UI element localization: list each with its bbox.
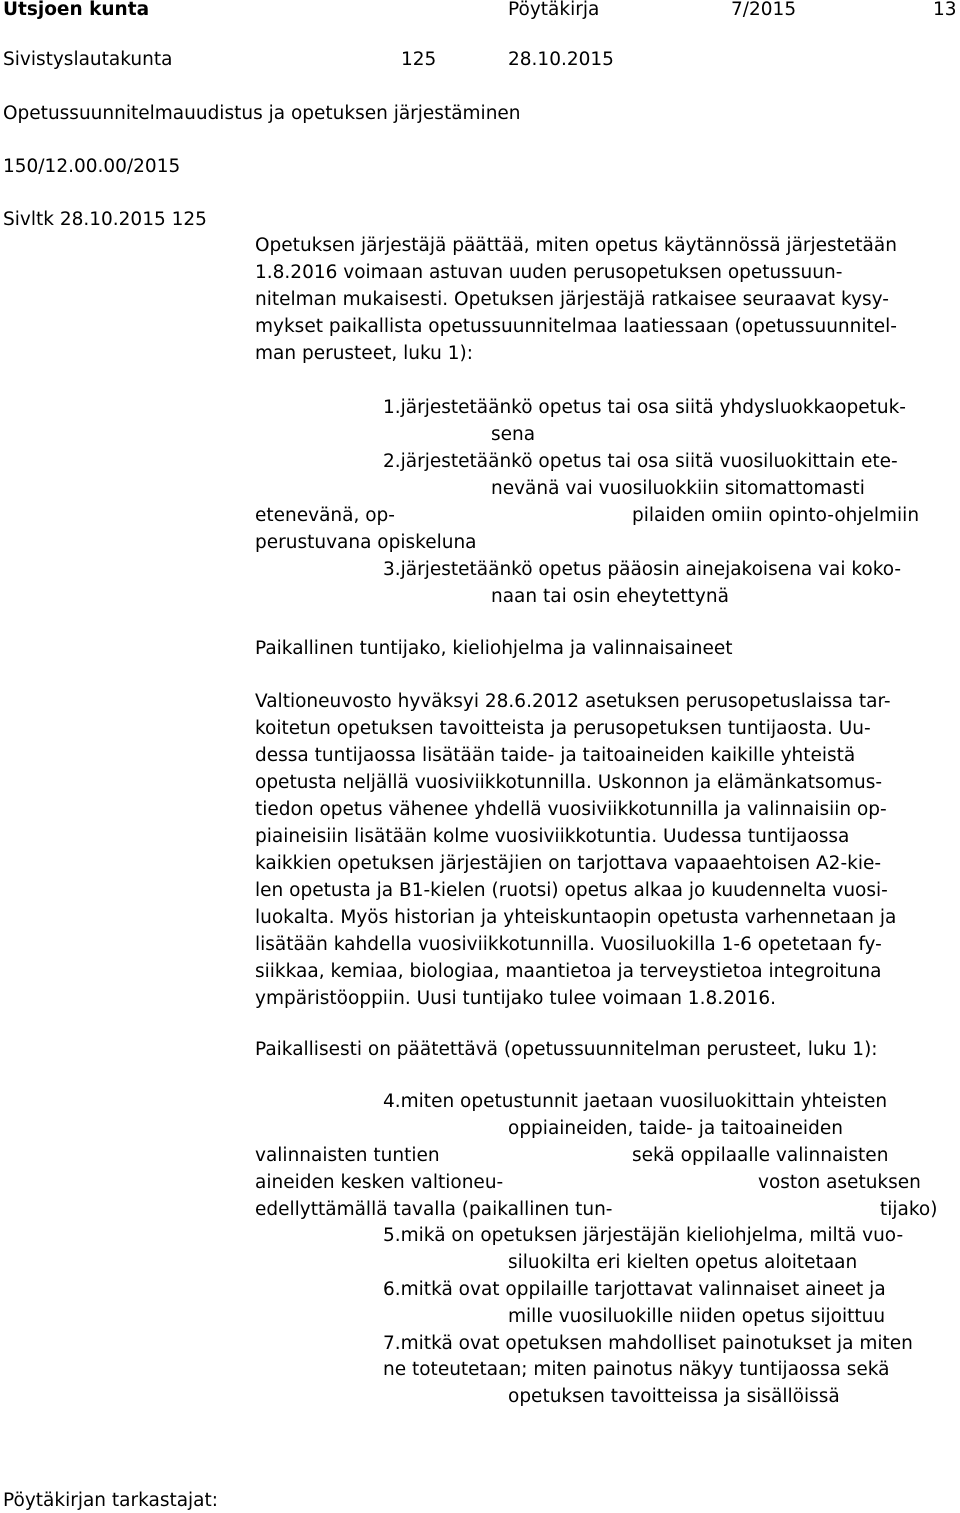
prior-handling: Sivltk 28.10.2015 125 xyxy=(3,209,207,230)
paragraph-line: lisätään kahdella vuosiviikkotunnilla. Vuosiluokilla 1-6 opetetaan fy- xyxy=(255,934,882,955)
paragraph-line: tiedon opetus vähenee yhdellä vuosiviikkotunnilla ja valinnaisiin op- xyxy=(255,799,887,820)
list-item: 3.järjestetäänkö opetus pääosin ainejakoisena vai koko- xyxy=(383,559,902,580)
municipality-name: Utsjoen kunta xyxy=(3,0,150,20)
paragraph-line: 1.8.2016 voimaan astuvan uuden perusopetuksen opetussuun- xyxy=(255,262,843,283)
list-item: perustuvana opiskeluna xyxy=(255,532,477,553)
paragraph-line: kaikkien opetuksen järjestäjien on tarjottava vapaaehtoisen A2-kie- xyxy=(255,853,882,874)
list-item: pilaiden omiin opinto-ohjelmiin xyxy=(632,505,920,526)
list-item: valinnaisten tuntien xyxy=(255,1145,440,1166)
matter-title: Opetussuunnitelmauudistus ja opetuksen järjestäminen xyxy=(3,103,521,124)
list-item: siluokilta eri kielten opetus aloitetaan xyxy=(508,1252,858,1273)
committee-name: Sivistyslautakunta xyxy=(3,49,173,70)
list-item: edellyttämällä tavalla (paikallinen tun- xyxy=(255,1199,613,1220)
record-number: 150/12.00.00/2015 xyxy=(3,156,181,177)
list-item: tijako) xyxy=(880,1199,938,1220)
paragraph-line: opetusta neljällä vuosiviikkotunnilla. Uskonnon ja elämänkatsomus- xyxy=(255,772,883,793)
list-item: mille vuosiluokille niiden opetus sijoittuu xyxy=(508,1306,886,1327)
list-item: 6.mitkä ovat oppilaille tarjottavat valinnaiset aineet ja xyxy=(383,1279,886,1300)
list-item: 4.miten opetustunnit jaetaan vuosiluokittain yhteisten xyxy=(383,1091,888,1112)
list-item: 2.järjestetäänkö opetus tai osa siitä vuosiluokittain ete- xyxy=(383,451,898,472)
paragraph-line: len opetusta ja B1-kielen (ruotsi) opetus alkaa jo kuudennelta vuosi- xyxy=(255,880,888,901)
list-item: 1.järjestetäänkö opetus tai osa siitä yhdysluokkaopetuk- xyxy=(383,397,906,418)
list-item: nevänä vai vuosiluokkiin sitomattomasti xyxy=(491,478,865,499)
paragraph-line: dessa tuntijaossa lisätään taide- ja taitoaineiden kaikille yhteistä xyxy=(255,745,856,766)
paragraph-line: nitelman mukaisesti. Opetuksen järjestäjä ratkaisee seuraavat kysy- xyxy=(255,289,889,310)
list-item: opetuksen tavoitteissa ja sisällöissä xyxy=(508,1386,840,1407)
paragraph-line: luokalta. Myös historian ja yhteiskuntaopin opetusta varhennetaan ja xyxy=(255,907,897,928)
paragraph-line: Opetuksen järjestäjä päättää, miten opetus käytännössä järjestetään xyxy=(255,235,897,256)
list-item: 7.mitkä ovat opetuksen mahdolliset painotukset ja miten xyxy=(383,1333,913,1354)
paragraph-line: Valtioneuvosto hyväksyi 28.6.2012 asetuksen perusopetuslaissa tar- xyxy=(255,691,891,712)
list-item: 5.mikä on opetuksen järjestäjän kieliohjelma, miltä vuo- xyxy=(383,1225,904,1246)
meeting-date: 28.10.2015 xyxy=(508,49,614,70)
section-number: 125 xyxy=(401,49,437,70)
list-item: oppiaineiden, taide- ja taitoaineiden xyxy=(508,1118,843,1139)
section-subheading: Paikallinen tuntijako, kieliohjelma ja valinnaisaineet xyxy=(255,638,733,659)
list-item: voston asetuksen xyxy=(758,1172,921,1193)
paragraph-line: siikkaa, kemiaa, biologiaa, maantietoa ja terveystietoa integroituna xyxy=(255,961,882,982)
paragraph-line: piaineisiin lisätään kolme vuosiviikkotuntia. Uudessa tuntijaossa xyxy=(255,826,850,847)
list-item: sena xyxy=(491,424,536,445)
page-number: 13 xyxy=(933,0,957,20)
paragraph-line: koitetun opetuksen tavoitteista ja perusopetuksen tuntijaosta. Uu- xyxy=(255,718,871,739)
list-item: ne toteutetaan; miten painotus näkyy tuntijaossa sekä xyxy=(383,1359,890,1380)
list-item: etenevänä, op- xyxy=(255,505,395,526)
list-item: aineiden kesken valtioneu- xyxy=(255,1172,504,1193)
paragraph-line: man perusteet, luku 1): xyxy=(255,343,473,364)
decision-intro: Paikallisesti on päätettävä (opetussuunnitelman perusteet, luku 1): xyxy=(255,1039,878,1060)
list-item: sekä oppilaalle valinnaisten xyxy=(632,1145,889,1166)
document-type: Pöytäkirja xyxy=(508,0,600,20)
list-item: naan tai osin eheytettynä xyxy=(491,586,729,607)
document-number: 7/2015 xyxy=(731,0,797,20)
paragraph-line: ympäristöoppiin. Uusi tuntijako tulee voimaan 1.8.2016. xyxy=(255,988,777,1009)
reviewers-label: Pöytäkirjan tarkastajat: xyxy=(3,1490,219,1511)
paragraph-line: mykset paikallista opetussuunnitelmaa laatiessaan (opetussuunnitel- xyxy=(255,316,897,337)
